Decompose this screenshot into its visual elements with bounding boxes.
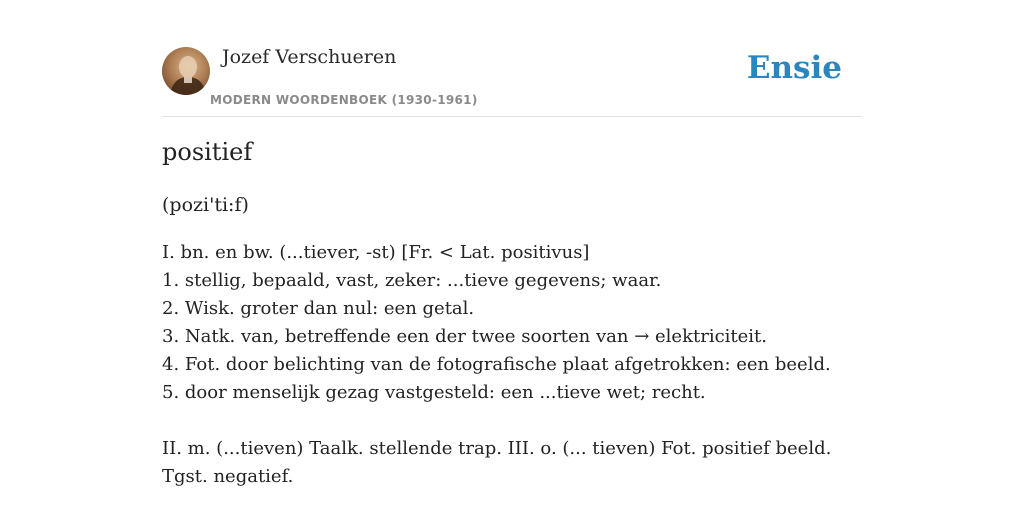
definition-line: 2. Wisk. groter dan nul: een getal. [162, 298, 475, 319]
definition-line: I. bn. en bw. (...tiever, -st) [Fr. < Lat. positivus] [162, 242, 590, 263]
definition-line: 5. door menselijk gezag vastgesteld: een ...tieve wet; recht. [162, 382, 706, 403]
paragraph-gap [162, 407, 862, 435]
definition-body [162, 239, 862, 491]
definition-line: 4. Fot. door belichting van de fotografische plaat afgetrokken: een beeld. [162, 354, 831, 375]
author-avatar[interactable] [162, 47, 210, 95]
definition-part-two: II. m. (...tieven) Taalk. stellende trap. III. o. (... tieven) Fot. positief beeld. Tgst. negatief. [162, 438, 832, 487]
entry-header [162, 44, 862, 117]
source-label[interactable]: MODERN WOORDENBOEK (1930-1961) [210, 93, 478, 107]
definition-line: 3. Natk. van, betreffende een der twee soorten van → elektriciteit. [162, 326, 768, 347]
headword: positief [162, 138, 253, 166]
author-name[interactable]: Jozef Verschueren [222, 46, 397, 68]
brand-logo[interactable]: Ensie [746, 50, 842, 86]
portrait-icon [162, 47, 210, 95]
pronunciation: (pozi'ti:f) [162, 194, 249, 216]
definition-line: 1. stellig, bepaald, vast, zeker: ...tieve gegevens; waar. [162, 270, 662, 291]
